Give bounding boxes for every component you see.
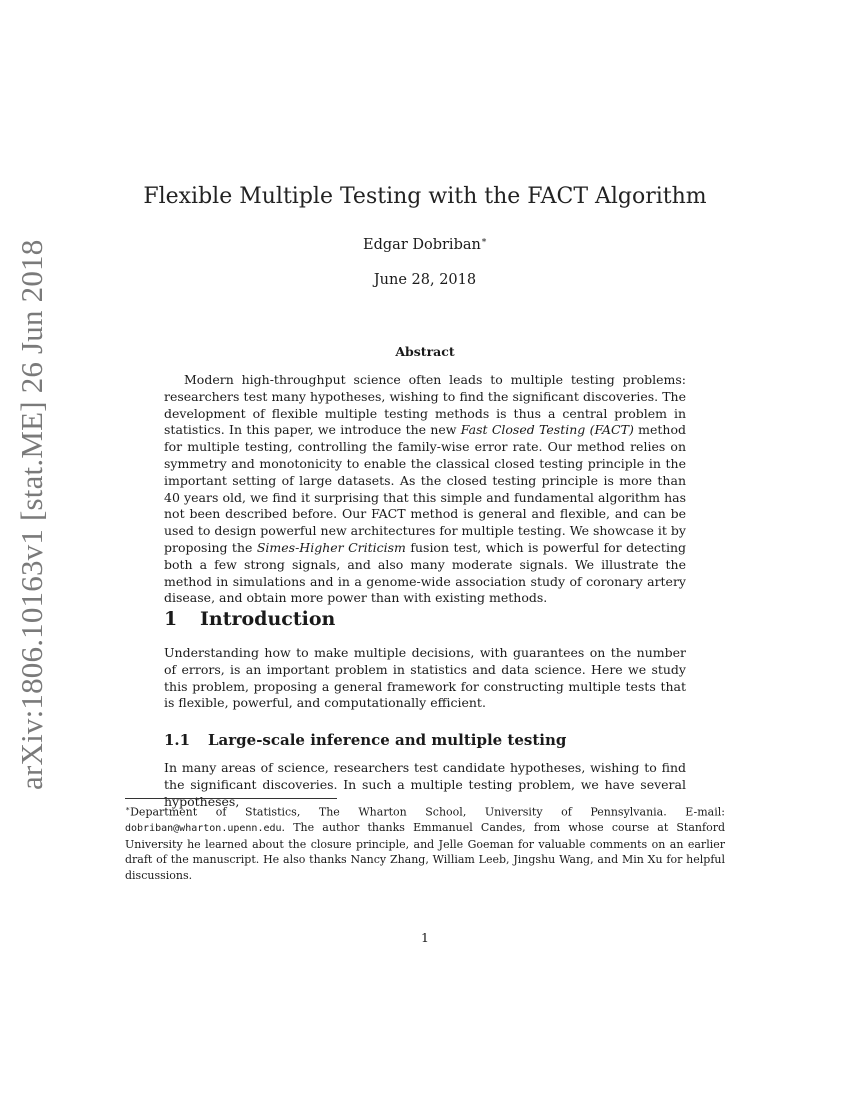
abstract-emphasis-simes: Simes-Higher Criticism [256,539,406,555]
subsection-title: Large-scale inference and multiple testing [208,731,567,749]
page-number: 1 [421,930,429,945]
arxiv-identifier: arXiv:1806.10163v1 [stat.ME] 26 Jun 2018 [14,239,49,790]
introduction-paragraph: Understanding how to make multiple decisions, with guarantees on the number of errors, is an important problem in statistics and data science. Here we study this problem, proposing a general framework for constructing multiple tests that is flexible, powerful, and computationally efficient. [164,645,686,711]
author-line [125,236,725,253]
paper-date: June 28, 2018 [373,272,477,288]
section-heading-introduction [164,608,335,630]
footnote-text-1: Department of Statistics, The Wharton School, University of Pennsylvania. E-mail: [130,805,725,819]
abstract-part-1: Modern high-throughput science often leads to multiple testing problems: researchers test many hypotheses, wishing to find the significant discoveries. The development of flexible multiple testing methods is thus a central problem in statistics. In this paper, we introduce the new [164,372,686,438]
section-title: Introduction [200,608,336,630]
subsection-heading-large-scale-inference [164,731,566,749]
paper-title: Flexible Multiple Testing with the FACT Algorithm [143,184,707,209]
author-email-link[interactable]: dobriban@wharton.upenn.edu [125,823,282,835]
abstract-emphasis-fact: Fast Closed Testing (FACT) [460,422,634,438]
footnote-text-2: . The author thanks Emmanuel Candes, from whose course at Stanford University he learned about the closure principle, and Jelle Goeman for valuable comments on an earlier draft of the manuscript. He also thanks Nancy Zhang, William Leeb, Jingshu Wang, and Min Xu for helpful discussions. [125,821,725,882]
abstract-heading: Abstract [395,344,455,359]
footnote-mark: ∗ [125,804,131,813]
subsection-paragraph: In many areas of science, researchers test candidate hypotheses, wishing to find the significant discoveries. In such a multiple testing problem, we have several hypotheses, [164,760,686,809]
footnote [125,801,725,883]
author-footnote-mark: ∗ [480,236,487,246]
section-number: 1 [164,608,178,630]
abstract-part-2: method for multiple testing, controlling the family-wise error rate. Our method relies on symmetry and monotonicity to enable the classical closed testing principle in the important setting of large datasets. As the closed testing principle is more than 40 years old, we find it surprising that this simple and fundamental algorithm has not been described before. Our FACT method is general and flexible, and can be used to design powerful new architectures for multiple testing. We showcase it by proposing the [164,422,686,555]
footnote-rule [125,798,337,799]
abstract-text [164,372,686,607]
author-name: Edgar Dobriban [363,236,481,253]
abstract-part-3: fusion test, which is powerful for detecting both a few strong signals, and also many moderate signals. We illustrate the method in simulations and in a genome-wide association study of coronary artery disease, and obtain more power than with existing methods. [164,539,686,606]
subsection-number: 1.1 [164,731,191,749]
